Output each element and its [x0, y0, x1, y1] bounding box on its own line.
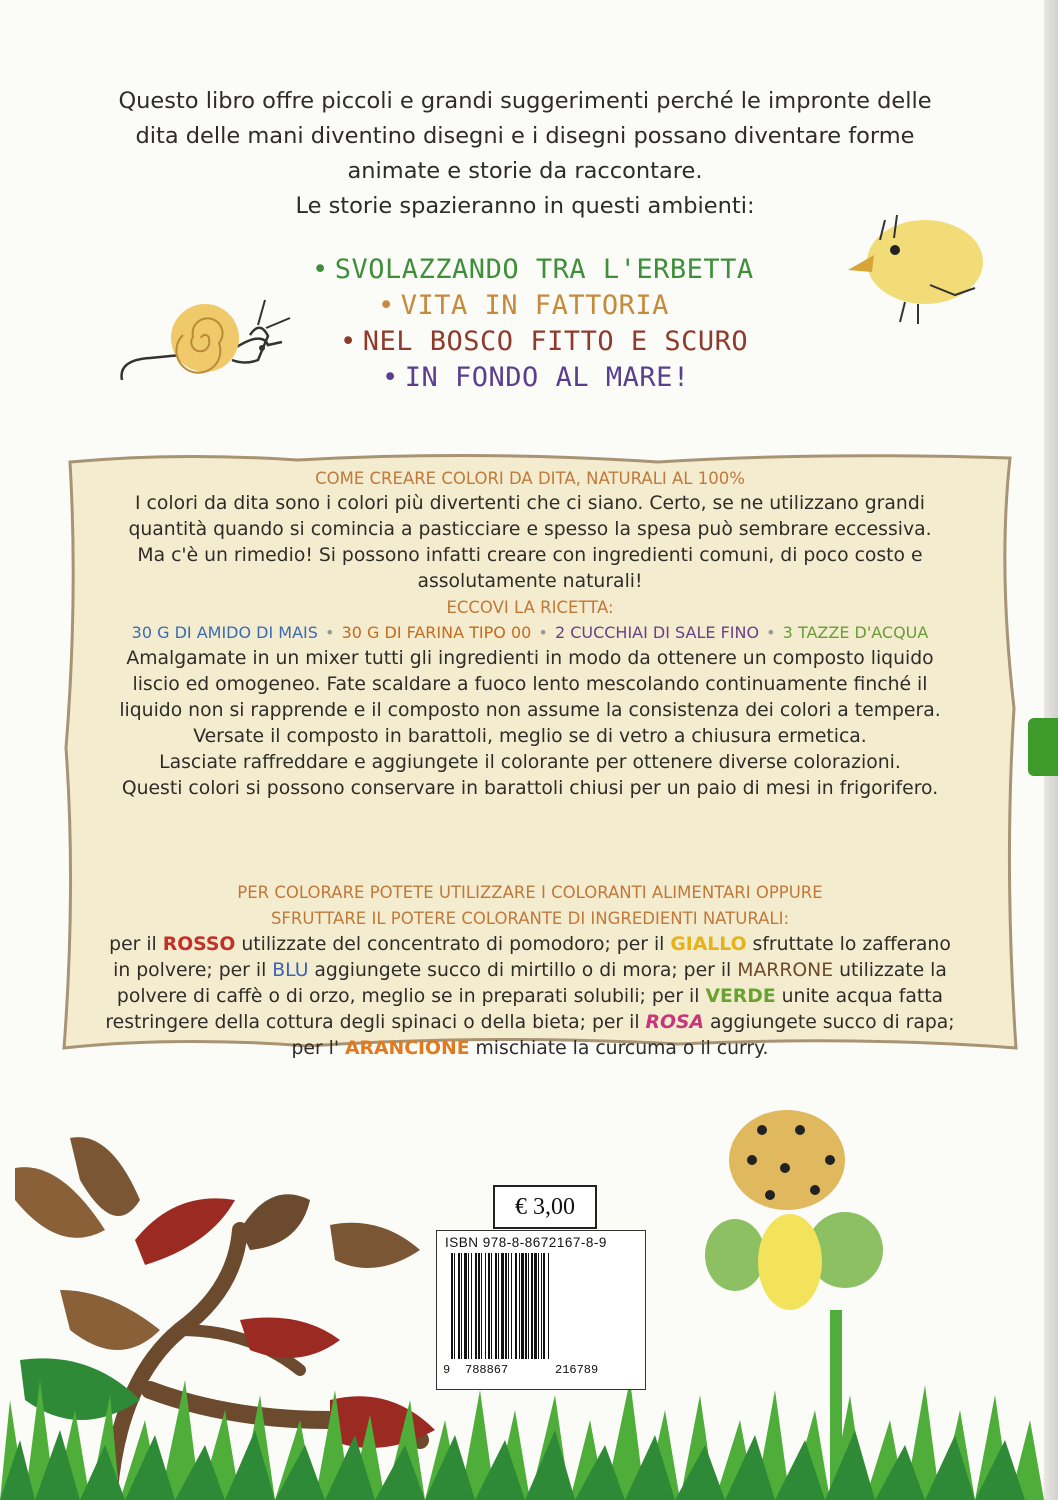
barcode-bar — [525, 1253, 527, 1359]
recipe-title: COME CREARE COLORI DA DITA, NATURALI AL 100% — [315, 469, 745, 488]
environment-item: • NEL BOSCO FITTO E SCURO — [340, 326, 749, 357]
barcode-bar — [538, 1253, 539, 1359]
barcode-bar — [475, 1253, 477, 1359]
recipe-section — [90, 466, 970, 802]
barcode-digit: 9 — [443, 1363, 451, 1377]
barcode-bar — [454, 1253, 455, 1359]
keyword-rosa: ROSA — [645, 1012, 705, 1033]
barcode-bar — [495, 1253, 497, 1359]
barcode-bar — [505, 1253, 507, 1359]
green-bookmark-tab — [1028, 718, 1058, 776]
barcode-bars — [451, 1253, 631, 1361]
barcode-bar — [491, 1253, 492, 1359]
barcode-bar — [528, 1253, 529, 1359]
flower-bug-icon — [705, 1110, 883, 1500]
barcode-bar — [451, 1253, 453, 1359]
grass-icon — [0, 1380, 1044, 1500]
barcode-bar — [511, 1253, 512, 1359]
keyword-blu: BLU — [272, 960, 309, 981]
barcode-bar — [541, 1253, 542, 1359]
barcode-bar — [458, 1253, 460, 1359]
barcode-bar — [471, 1253, 472, 1359]
barcode — [436, 1230, 646, 1390]
coloring-paragraph: per il ROSSO utilizzate del concentrato di pomodoro; per il GIALLO sfruttate lo zafferano in polvere; per il BLU aggiungete succo di mirtillo o di mora; per il MARRONE utilizzate la polvere di caffè o di orzo, meglio se in preparati solubili; per il VERDE unite acqua fatta restringere della cottura degli spinaci o della bieta; per il ROSA aggiungete succo di rapa; per l' ARANCIONE mischiate la curcuma o il curry. — [105, 934, 955, 1059]
ingredient-item: 3 TAZZE D'ACQUA — [782, 623, 929, 642]
branch-with-leaves-icon — [15, 1137, 435, 1490]
barcode-bar — [468, 1253, 469, 1359]
barcode-bar — [498, 1253, 499, 1359]
isbn-label: ISBN 978-8-8672167-8-9 — [445, 1235, 607, 1250]
keyword-rosso: ROSSO — [162, 934, 236, 955]
intro-text — [40, 84, 1010, 224]
barcode-bar — [521, 1253, 524, 1359]
environment-item: • VITA IN FATTORIA — [378, 290, 669, 321]
barcode-bar — [519, 1253, 520, 1359]
keyword-verde: VERDE — [705, 986, 776, 1007]
ingredient-item: 30 G DI FARINA TIPO 00 — [341, 623, 532, 642]
barcode-bar — [543, 1253, 545, 1359]
ingredient-item: 30 G DI AMIDO DI MAIS — [131, 623, 318, 642]
intro-line: animate e storie da raccontare. — [347, 158, 703, 184]
keyword-arancione: ARANCIONE — [345, 1038, 470, 1059]
intro-line: Le storie spazieranno in questi ambienti: — [295, 193, 755, 219]
barcode-digits-right: 216789 — [555, 1363, 599, 1377]
barcode-bar — [488, 1253, 490, 1359]
chick-icon — [848, 215, 983, 324]
barcode-bar — [501, 1253, 504, 1359]
keyword-marrone: MARRONE — [737, 960, 834, 981]
coloring-header: PER COLORARE POTETE UTILIZZARE I COLORANTI ALIMENTARI OPPURE — [237, 883, 823, 902]
barcode-bar — [481, 1253, 482, 1359]
keyword-giallo: GIALLO — [670, 934, 747, 955]
barcode-bar — [478, 1253, 480, 1359]
snail-icon — [122, 300, 290, 380]
barcode-bar — [485, 1253, 486, 1359]
coloring-header: SFRUTTARE IL POTERE COLORANTE DI INGREDIENTI NATURALI: — [270, 909, 790, 928]
ingredient-item: 2 CUCCHIAI DI SALE FINO — [554, 623, 760, 642]
intro-line: dita delle mani diventino disegni e i disegni possano diventare forme — [135, 123, 915, 149]
barcode-bar — [534, 1253, 537, 1359]
grass-shadow-icon — [0, 1430, 1025, 1500]
environment-item: • IN FONDO AL MARE! — [382, 362, 690, 393]
coloring-tips — [100, 880, 960, 1062]
barcode-bar — [515, 1253, 517, 1359]
barcode-bar — [531, 1253, 533, 1359]
barcode-bar — [548, 1253, 549, 1359]
barcode-digits-left: 788867 — [465, 1363, 509, 1377]
barcode-bar — [461, 1253, 462, 1359]
intro-line: Questo libro offre piccoli e grandi suggerimenti perché le impronte delle — [118, 88, 932, 114]
barcode-bar — [464, 1253, 467, 1359]
recipe-heading: ECCOVI LA RICETTA: — [446, 598, 614, 617]
price-tag: € 3,00 — [493, 1185, 597, 1229]
recipe-steps: Amalgamate in un mixer tutti gli ingredienti in modo da ottenere un composto liquido liscio ed omogeneo. Fate scaldare a fuoco lento mescolando continuamente finché il liquido non si rapprende e il composto non assume la consistenza dei colori a tempera. Versate il composto in barattoli, meglio se di vetro a chiusura ermetica. Lasciate raffreddare e aggiungete il colorante per ottenere diverse colorazioni. Questi colori si possono conservare in barattoli chiusi per un paio di mesi in frigorifero. — [119, 648, 941, 799]
environment-item: • SVOLAZZANDO TRA L'ERBETTA — [312, 254, 754, 285]
barcode-bar — [508, 1253, 509, 1359]
recipe-intro: I colori da dita sono i colori più divertenti che ci siano. Certo, se ne utilizzano grandi quantità quando si comincia a pasticciare e spesso la spesa può sembrare eccessiva. Ma c'è un rimedio! Si possono infatti creare con ingredienti comuni, di poco costo e assolutamente naturali! — [128, 493, 932, 592]
ingredients-list: 30 G DI AMIDO DI MAIS • 30 G DI FARINA TIPO 00 • 2 CUCCHIAI DI SALE FINO • 3 TAZZE D'ACQUA — [131, 623, 929, 642]
